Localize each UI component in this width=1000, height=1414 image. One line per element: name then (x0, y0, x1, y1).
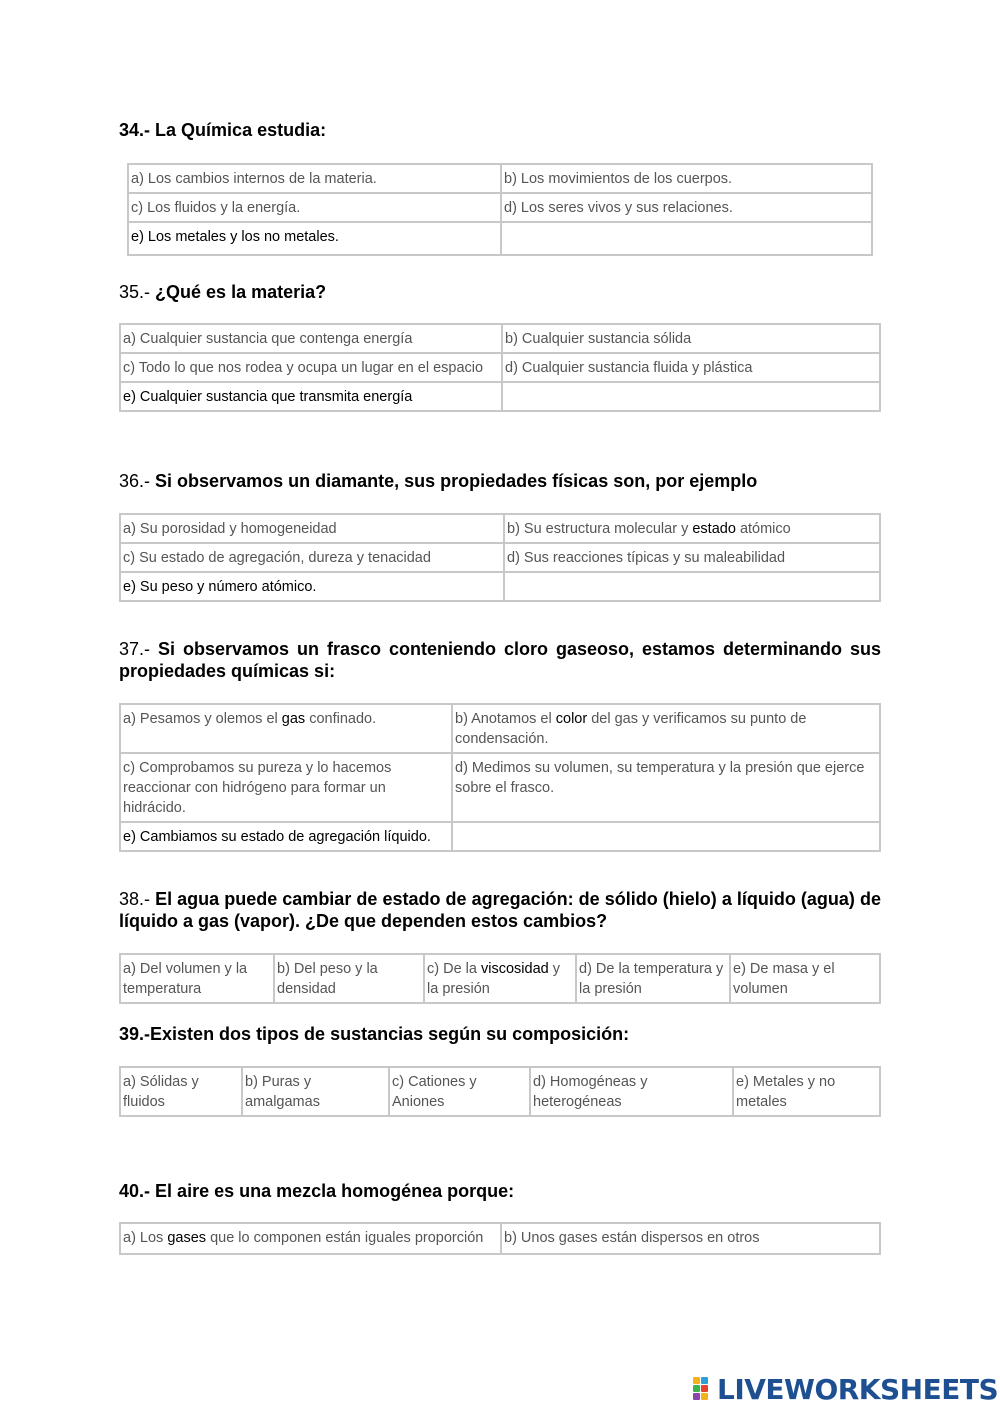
option-c[interactable]: c) Su estado de agregación, dureza y tenacidad (120, 543, 504, 572)
question-38-title: 38.- El agua puede cambiar de estado de agregación: de sólido (hielo) a líquido (agua) de líquido a gas (vapor). ¿De que dependen estos cambios? (119, 889, 881, 931)
option-b[interactable]: b) Los movimientos de los cuerpos. (501, 164, 872, 193)
liveworksheets-logo (693, 1374, 998, 1404)
option-d[interactable]: d) Cualquier sustancia fluida y plástica (502, 353, 880, 382)
logo-text: LIVEWORKSHEETS (717, 1372, 999, 1406)
question-40 (119, 1180, 881, 1202)
question-40-options (119, 1222, 881, 1255)
option-a[interactable]: a) Los gases que lo componen están iguales proporción (120, 1223, 501, 1254)
option-b[interactable]: b) Del peso y la densidad (274, 954, 424, 1003)
option-b[interactable]: b) Anotamos el color del gas y verificamos su punto de condensación. (452, 704, 880, 753)
option-e[interactable]: e) Su peso y número atómico. (120, 572, 504, 601)
question-34-options (127, 163, 873, 256)
option-d[interactable]: d) Medimos su volumen, su temperatura y la presión que ejerce sobre el frasco. (452, 753, 880, 822)
question-40-title: 40.- El aire es una mezcla homogénea porque: (119, 1181, 515, 1201)
question-37-title: 37.- Si observamos un frasco conteniendo cloro gaseoso, estamos determinando sus propiedades químicas si: (119, 639, 881, 681)
question-39 (119, 1023, 881, 1045)
question-39-options (119, 1066, 881, 1117)
option-c[interactable]: c) Comprobamos su pureza y lo hacemos reaccionar con hidrógeno para formar un hidrácido. (120, 753, 452, 822)
option-b[interactable]: b) Cualquier sustancia sólida (502, 324, 880, 353)
option-a[interactable]: a) Del volumen y la temperatura (120, 954, 274, 1003)
logo-icon (693, 1377, 715, 1401)
option-c[interactable]: c) De la viscosidad y la presión (424, 954, 576, 1003)
question-36 (119, 470, 881, 492)
question-36-title: 36.- Si observamos un diamante, sus propiedades físicas son, por ejemplo (119, 471, 758, 491)
option-c[interactable]: c) Los fluidos y la energía. (128, 193, 501, 222)
option-e[interactable]: e) Cambiamos su estado de agregación líquido. (120, 822, 452, 851)
option-d[interactable]: d) De la temperatura y la presión (576, 954, 730, 1003)
option-c[interactable]: c) Todo lo que nos rodea y ocupa un lugar en el espacio (120, 353, 502, 382)
option-a[interactable]: a) Su porosidad y homogeneidad (120, 514, 504, 543)
question-38-options (119, 953, 881, 1004)
empty-cell (452, 822, 880, 851)
question-35 (119, 281, 881, 303)
option-d[interactable]: d) Los seres vivos y sus relaciones. (501, 193, 872, 222)
option-e[interactable]: e) De masa y el volumen (730, 954, 880, 1003)
option-b[interactable]: b) Unos gases están dispersos en otros (501, 1223, 880, 1254)
option-a[interactable]: a) Los cambios internos de la materia. (128, 164, 501, 193)
question-39-title: 39.-Existen dos tipos de sustancias según su composición: (119, 1024, 630, 1044)
option-a[interactable]: a) Pesamos y olemos el gas confinado. (120, 704, 452, 753)
question-35-title: 35.- ¿Qué es la materia? (119, 282, 327, 302)
option-e[interactable]: e) Cualquier sustancia que transmita energía (120, 382, 502, 411)
option-b[interactable]: b) Puras y amalgamas (242, 1067, 389, 1116)
question-36-options (119, 513, 881, 602)
question-34-title: 34.- La Química estudia: (119, 120, 327, 140)
option-d[interactable]: d) Sus reacciones típicas y su maleabilidad (504, 543, 880, 572)
question-37-options (119, 703, 881, 852)
question-34 (119, 119, 881, 141)
option-a[interactable]: a) Cualquier sustancia que contenga energía (120, 324, 502, 353)
option-d[interactable]: d) Homogéneas y heterogéneas (530, 1067, 733, 1116)
option-a[interactable]: a) Sólidas y fluidos (120, 1067, 242, 1116)
option-e[interactable]: e) Los metales y los no metales. (128, 222, 501, 255)
question-38 (119, 888, 881, 932)
empty-cell (504, 572, 880, 601)
option-c[interactable]: c) Cationes y Aniones (389, 1067, 530, 1116)
empty-cell (502, 382, 880, 411)
option-b[interactable]: b) Su estructura molecular y estado atómico (504, 514, 880, 543)
option-e[interactable]: e) Metales y no metales (733, 1067, 880, 1116)
empty-cell (501, 222, 872, 255)
question-35-options (119, 323, 881, 412)
question-37 (119, 638, 881, 682)
